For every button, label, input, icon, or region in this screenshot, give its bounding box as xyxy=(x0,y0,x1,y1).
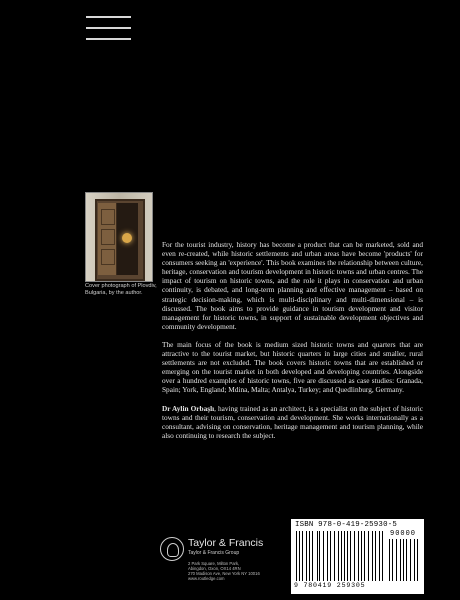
barcode-bar xyxy=(312,531,313,581)
address-line: 270 Madison Ave, New York NY 10016 xyxy=(188,571,260,576)
address-line: 2 Park Square, Milton Park, xyxy=(188,561,240,566)
decorative-rule xyxy=(86,27,131,29)
author-name: Dr Aylin Orbaşlı xyxy=(162,403,215,413)
price-code: 90000 xyxy=(390,530,417,538)
photo-caption: Cover photograph of Plovdiv, Bulgaria, by the author. xyxy=(85,283,157,296)
blurb-paragraph: For the tourist industry, history has become a product that can be marketed, sold and even re-created, while historic settlements and urban areas have become 'products' for consumers seeking an 'experience'. This book examines the relationship between culture, heritage, conservation and tourism development in historic towns and urban centres. The impact of tourism on historic towns, and the role it plays in conservation and urban continuity, is debated, and long-term planning and effective management – based on strategic decision-making, which is multi-disciplinary and multi-dimensional – is discussed. The book aims to provide guidance in tourism development and visitor management for historic towns, in support of sustainable development objectives and community development. xyxy=(162,240,423,331)
barcode-bar xyxy=(307,531,308,581)
publisher-group: Taylor & Francis Group xyxy=(188,550,240,556)
decorative-rule xyxy=(86,38,131,40)
back-cover-blurb xyxy=(162,240,423,449)
barcode-bar xyxy=(348,531,349,581)
barcode-bar xyxy=(417,539,418,581)
cover-photo xyxy=(85,192,153,282)
barcode-bar xyxy=(377,531,378,581)
publisher-logo-icon xyxy=(160,537,184,561)
isbn-barcode xyxy=(291,519,424,594)
decorative-rule xyxy=(86,16,131,18)
isbn-label: ISBN 978-0-419-25930-5 xyxy=(295,521,397,529)
publisher-name: Taylor & Francis xyxy=(188,537,264,549)
barcode-bars xyxy=(296,531,384,581)
barcode-bar xyxy=(328,531,329,581)
barcode-bar xyxy=(392,539,393,581)
address-line: www.routledge.com xyxy=(188,576,225,581)
barcode-digits: 9 780419 259305 xyxy=(294,582,366,589)
author-bio xyxy=(162,404,423,440)
author-bio-text: , having trained as an architect, is a specialist on the subject of historic towns and their tourism, conservation and development. She works internationally as a consultant, advising on conservation, heritage management and tourism planning, while also continuing to research the subject. xyxy=(162,403,423,440)
addon-barcode-bars xyxy=(389,539,419,581)
publisher-address xyxy=(188,561,288,581)
barcode-bar xyxy=(319,531,320,581)
address-line: Abingdon, Oxon, OX14 4RN xyxy=(188,566,241,571)
barcode-bar xyxy=(364,531,365,581)
barcode-bar xyxy=(369,531,370,581)
barcode-bar xyxy=(302,531,303,581)
blurb-paragraph: The main focus of the book is medium sized historic towns and quarters that are attractive to the tourist market, but historic quarters in large cities and smaller, rural settlements are not excluded. The book covers historic towns that are established or emerging on the tourist market in both developed and developing countries. Alongside over a hundred examples of historic towns, five are discussed as case studies: Granada, Spain; York, England; Mdina, Malta; Antalya, Turkey; and Quedlinburg, Germany. xyxy=(162,339,423,395)
barcode-bar xyxy=(397,539,398,581)
barcode-bar xyxy=(359,531,360,581)
barcode-bar xyxy=(354,531,355,581)
